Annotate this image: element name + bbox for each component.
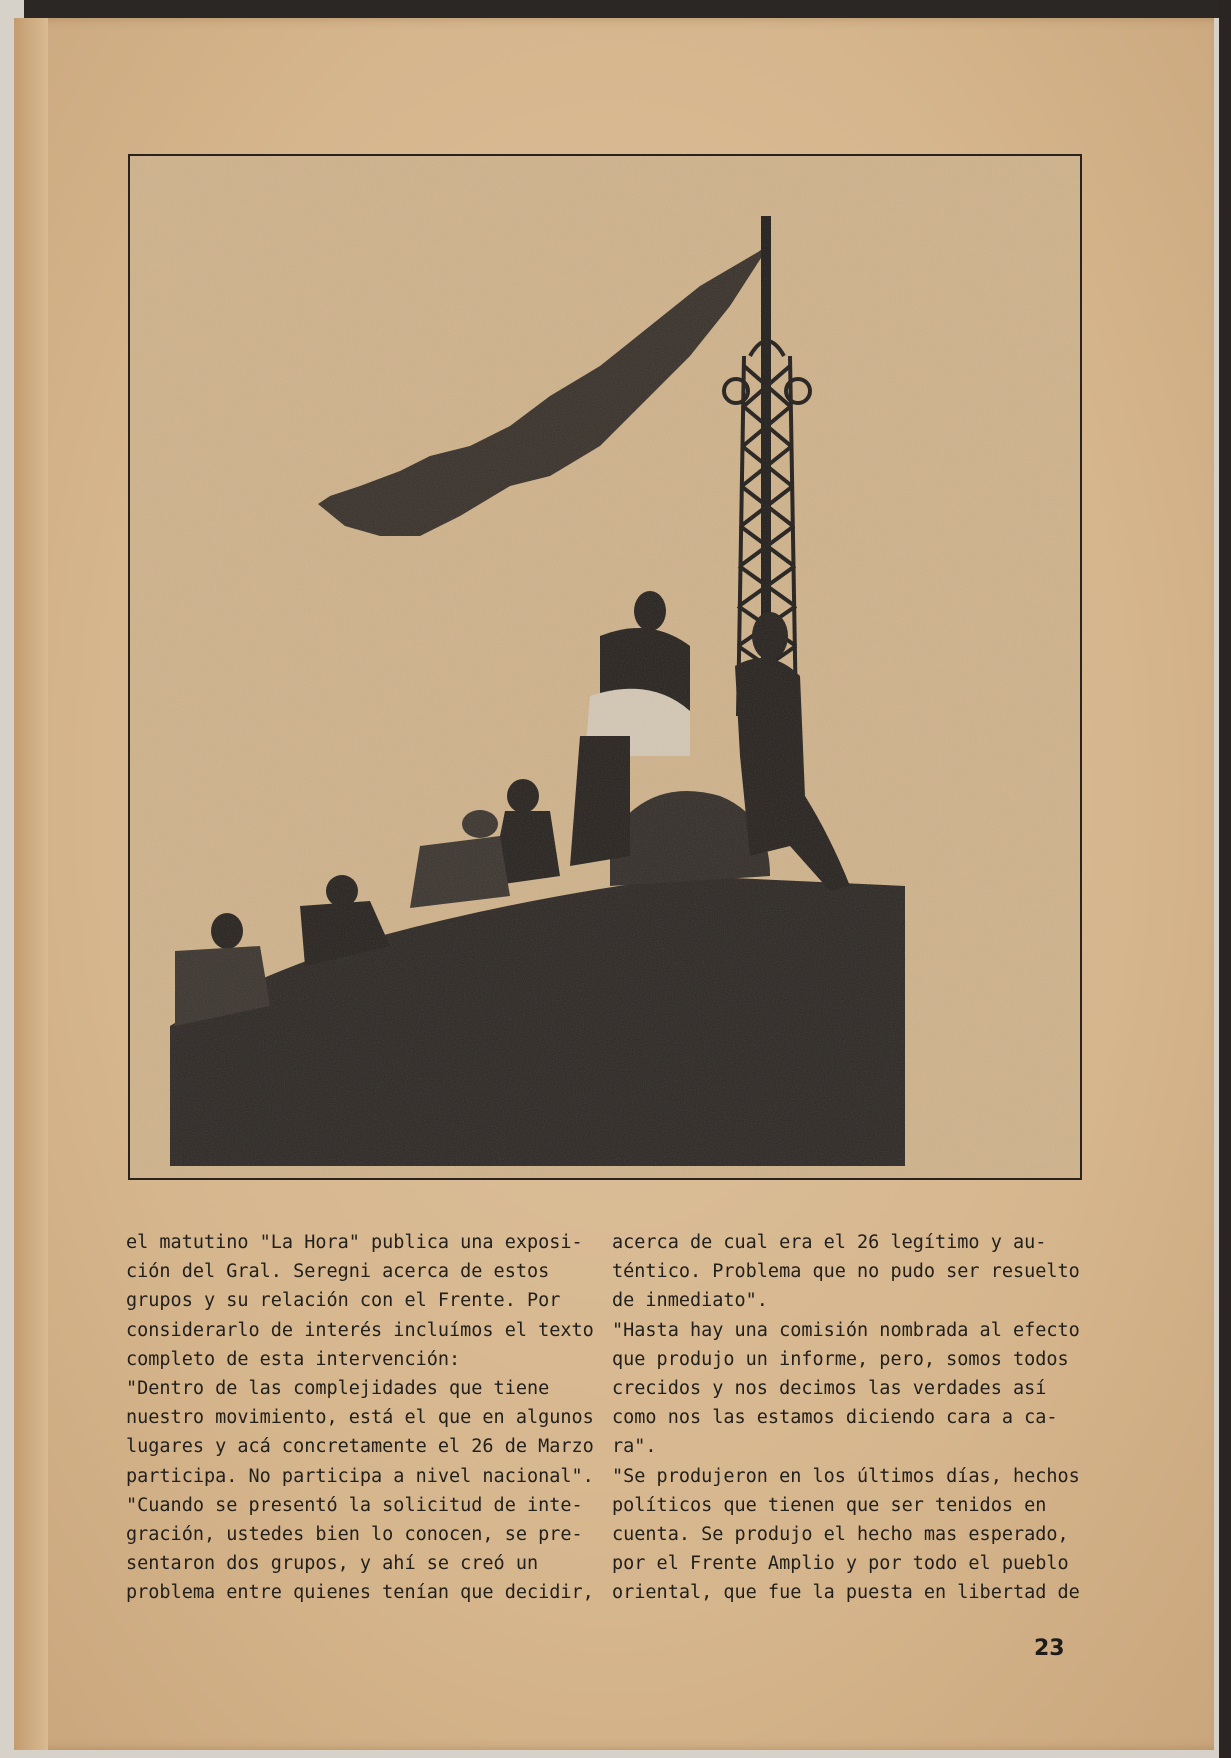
photo-flag-monument [130,156,1080,1178]
text-line: por el Frente Amplio y por todo el pueblo [612,1553,1069,1575]
photo-grain [130,156,1080,1178]
text-line: "Hasta hay una comisión nombrada al efecto [612,1319,1080,1341]
text-line: gración, ustedes bien lo conocen, se pre- [126,1524,583,1546]
text-line: participa. No participa a nivel nacional". [126,1465,594,1487]
text-line: lugares y acá concretamente el 26 de Marzo [126,1436,594,1458]
text-line: de inmediato". [612,1290,768,1312]
text-line: sentaron dos grupos, y ahí se creó un [126,1553,539,1575]
text-line: considerarlo de interés incluímos el texto [126,1319,594,1341]
text-line: "Cuando se presentó la solicitud de inte- [126,1494,583,1516]
scan-right-edge [1219,0,1231,1758]
photo-frame [128,154,1082,1180]
text-line: ra". [612,1436,657,1458]
article-column-left [126,1228,596,1604]
text-line: crecidos y nos decimos las verdades así [612,1378,1047,1400]
text-line: que produjo un informe, pero, somos todos [612,1348,1069,1370]
article-columns [126,1228,1082,1604]
text-line: problema entre quienes tenían que decidir, [126,1582,594,1604]
scan-top-edge [24,0,1231,18]
text-line: como nos las estamos diciendo cara a ca- [612,1407,1058,1429]
text-line: "Dentro de las complejidades que tiene [126,1378,550,1400]
text-line: grupos y su relación con el Frente. Por [126,1290,561,1312]
text-line: el matutino "La Hora" publica una exposi- [126,1232,583,1253]
text-line: nuestro movimiento, está el que en algunos [126,1407,594,1429]
text-line: ción del Gral. Seregni acerca de estos [126,1261,550,1283]
text-line: acerca de cual era el 26 legítimo y au- [612,1232,1047,1253]
text-line: "Se produjeron en los últimos días, hechos [612,1465,1080,1487]
page-number: 23 [1034,1636,1065,1661]
text-line: completo de esta intervención: [126,1348,461,1370]
text-line: oriental, que fue la puesta en libertad de [612,1582,1080,1604]
text-line: cuenta. Se produjo el hecho mas esperado, [612,1524,1069,1546]
text-line: políticos que tienen que ser tenidos en [612,1494,1047,1516]
page-spine-shadow [14,18,48,1750]
article-column-right [612,1228,1082,1604]
text-line: téntico. Problema que no pudo ser resuelto [612,1261,1080,1283]
